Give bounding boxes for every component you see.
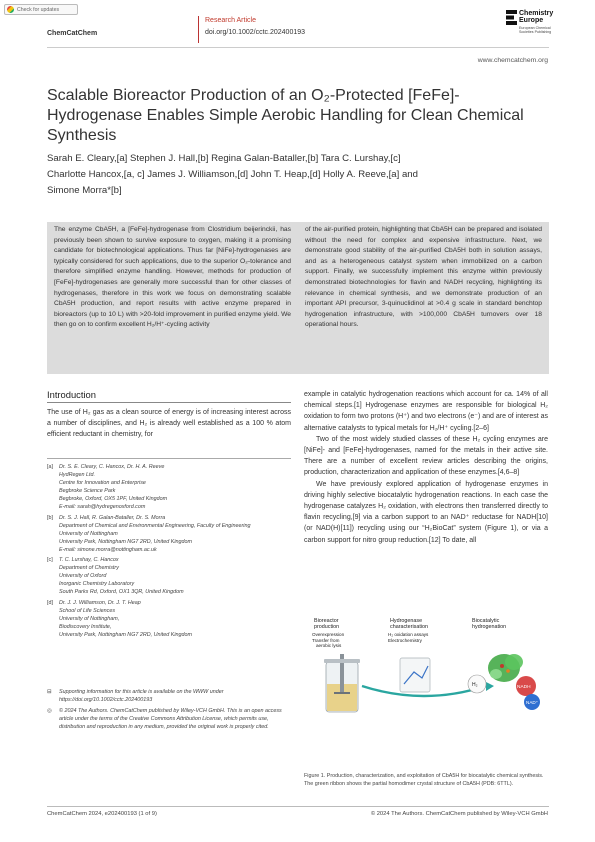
check-for-updates-badge[interactable] <box>4 4 78 15</box>
characterisation-illustration <box>400 658 430 692</box>
affiliation-line: South Parks Rd, Oxford, OX1 3QR, United Kingdom <box>59 589 184 596</box>
footer-rule <box>47 806 549 807</box>
affiliation-text <box>59 556 291 596</box>
affiliation-line: University of Nottingham <box>59 530 118 537</box>
abstract-column-1: The enzyme CbA5H, a [FeFe]-hydrogenase from Clostridium beijerinckii, has previously been shown to survive exposure to oxygen, making it a promising candidate for biotechnological applications. Thus far [NiFe]-hydrogenases are typically considered for such applications, due to the superior O₂-tolerance and therefore simplified enzyme handling. However, methods for production of [FeFe]-hydrogenases are generally more successful than for other classes of hydrogenases, therefore in this work we focus on demonstrating scalable CbA5H production, and report results with active enzyme prepared in bioreactors (up to 10 L) with >20-fold improvement in purified enzyme yield. We then go on to confirm excellent H₂/H⁺-cycling activity <box>54 226 291 329</box>
supporting-info-notice <box>47 688 291 704</box>
supporting-info-icon: ⊟ <box>47 689 52 695</box>
panel-1-title-2: production <box>314 624 340 630</box>
author-list <box>47 151 547 199</box>
footer-copyright: © 2024 The Authors. ChemCatChem published by Wiley-VCH GmbH <box>370 811 548 817</box>
affiliation-key: [b] <box>47 514 53 521</box>
affiliation-line: HydRegen Ltd. <box>59 472 95 479</box>
affiliation-line: University Park, Nottingham NG7 2RD, United Kingdom <box>59 631 193 638</box>
panel-2-title-1: Hydrogenase <box>390 618 423 624</box>
section-heading-introduction: Introduction <box>47 389 96 400</box>
notices-block <box>47 688 291 731</box>
affiliation-entry <box>47 556 291 596</box>
journal-name: ChemCatChem <box>47 30 98 37</box>
logo-subtext-1: European Chemical <box>519 26 551 30</box>
license-text: © 2024 The Authors. ChemCatChem published by Wiley-VCH GmbH. This is an open access article under the terms of the Creative Commons Attribution License, which permits use, distribution and reproduction in any medium, provided the original work is properly cited. <box>59 708 282 731</box>
affiliation-entry <box>47 599 291 639</box>
affiliation-key: [a] <box>47 464 53 470</box>
panel-3-title-2: hydrogenation <box>472 624 507 630</box>
logo-mark-icon <box>506 10 517 25</box>
license-notice <box>47 707 291 731</box>
h2-label: H₂ <box>472 682 478 688</box>
supporting-info-text[interactable]: Supporting information for this article is available on the WWW under https://doi.org/10.1002/cctc.202400193 <box>59 689 224 704</box>
introduction-paragraph: The use of H₂ gas as a clean source of energy is of increasing interest across a number of disciplines, and H₂ is already well established as a 100 % atom efficient reductant in chemistry, for <box>47 409 291 439</box>
article-type: Research Article <box>205 17 256 24</box>
affiliation-line: University of Oxford <box>59 573 107 580</box>
bioreactor-illustration <box>324 654 360 712</box>
affiliation-line: Biodiscovery Institute, <box>59 623 112 630</box>
affiliation-entry <box>47 463 291 512</box>
abstract-box <box>47 222 549 374</box>
affiliation-line: T. C. Lurshay, C. Hancox <box>59 557 119 564</box>
author-line-1: Sarah E. Cleary,[a] Stephen J. Hall,[b] Regina Galan-Bataller,[b] Tara C. Lurshay,[c] <box>47 153 401 164</box>
affiliation-line: Department of Chemistry <box>59 565 119 572</box>
panel-1-bullet-1: Overexpression <box>312 632 345 637</box>
affiliation-line: Centre for Innovation and Enterprise <box>59 480 146 487</box>
affiliation-line: E-mail: simone.morra@nottingham.ac.uk <box>59 546 157 553</box>
affiliation-line: Begbroke Science Park <box>59 488 116 495</box>
affiliation-line: Dr. J. J. Williamson, Dr. J. T. Heap <box>59 599 141 606</box>
chemistry-europe-logo <box>506 9 566 45</box>
paragraph-1: example in catalytic hydrogenation reactions which account for ca. 14% of all chemical steps.[1] Hydrogenase enzymes are responsible for biological H₂ oxidation to form two protons (H⁺) and two electrons (e⁻) and are of interest as alternative catalysts to typical metals for H₂/H⁺ cycling.[2–6] <box>304 391 548 432</box>
affiliation-text <box>59 514 291 554</box>
affiliation-line: Inorganic Chemistry Laboratory <box>59 581 135 588</box>
author-line-3: Simone Morra*[b] <box>47 185 122 196</box>
crossmark-icon <box>7 6 14 13</box>
affiliations-rule <box>47 458 291 459</box>
affiliation-line: University Park, Nottingham NG7 2RD, United Kingdom <box>59 538 193 545</box>
logo-subtext-2: Societies Publishing <box>519 30 552 34</box>
affiliation-entry <box>47 514 291 554</box>
affiliation-line: Dr. S. J. Hall, R. Galan-Bataller, Dr. S. Morra <box>59 514 166 521</box>
open-access-icon: ◎ <box>47 708 52 715</box>
affiliation-line: Dr. S. E. Cleary, C. Hancox, Dr. H. A. Reeve <box>59 464 165 470</box>
logo-text-europe: Europe <box>519 17 544 24</box>
abstract-column-2: of the air-purified protein, highlighting that CbA5H can be prepared and isolated without the need for complex and expensive infrastructure. Next, we demonstrate good stability of the air-purified CbA5H both in solution assays, and as a heterogeneous catalyst system when immobilized on a carbon support. Finally, we successfully implement this enzyme within previously demonstrated biotechnologies for flavin and NADH recycling, highlighting its relevance in chemical synthesis, and we demonstrate production of an important API precursor, 3-quinuclidinol at >0.4 g scale in standard benchtop hydrogenation infrastructure, with >100,000 CbA5H turnovers over 18 operational hours. <box>305 226 542 329</box>
affiliation-key: [c] <box>47 557 53 564</box>
updates-label: Check for updates <box>17 6 60 13</box>
panel-1-bullet-2b: aerobic lysis <box>316 643 342 648</box>
affiliation-line: Department of Chemical and Environmental Engineering, Faculty of Engineering <box>59 522 251 529</box>
panel-2-title-2: characterisation <box>390 624 429 630</box>
logo-text-chemistry: Chemistry <box>519 10 554 17</box>
affiliation-key: [d] <box>47 599 53 606</box>
journal-url[interactable]: www.chemcatchem.org <box>477 57 548 64</box>
affiliation-line: University of Nottingham, <box>59 615 120 622</box>
doi-link[interactable]: doi.org/10.1002/cctc.202400193 <box>205 29 306 36</box>
figure-1-graphic <box>304 614 548 724</box>
affiliation-line: School of Life Sciences <box>59 607 116 614</box>
figure-1-caption: Figure 1. Production, characterization, and exploitation of CbA5H for biocatalytic chemical synthesis. The green ribbon shows the partial homodimer crystal structure of CbA5H (PDB: 6TTL). <box>304 773 544 787</box>
panel-2-bullet-2: Electrochemistry <box>388 638 422 643</box>
paragraph-3: We have previously explored application of hydrogenase enzymes in driving highly selective biocatalytic hydrogenation reactions. In each case the hydrogenase catalyzes H₂ oxidation, with electrons then transferred directly to flavin recycling,[9] via a carbon support to an NAD⁺ reductase for NADH[10] (or NAD(H)[11]) recycling using our “H₂BioCat” system (Figure 1), or via a carbon support for nitro group reduction.[12] To date, all <box>304 480 548 544</box>
affiliation-text <box>59 463 291 512</box>
panel-3-title-1: Biocatalytic <box>472 618 500 624</box>
nad-label: NAD⁺ <box>526 700 539 705</box>
affiliation-line: E-mail: sarah@hydregenoxford.com <box>59 504 146 511</box>
header-rule <box>47 47 549 48</box>
affiliations-block <box>47 463 291 639</box>
panel-1-title-1: Bioreactor <box>314 618 339 624</box>
affiliation-line: Begbroke, Oxford, OX5 1PF, United Kingdom <box>59 496 168 503</box>
enzyme-structure-illustration <box>468 654 540 710</box>
paragraph-2: Two of the most widely studied classes of these H₂ cycling enzymes are [NiFe]- and [FeFe]-hydrogenases, named for the metals in their active site. There are a number of excellent review articles describing the origins, production, characterization and application of these enzymes.[4,6–8] <box>304 435 548 477</box>
article-title: Scalable Bioreactor Production of an O₂-Protected [FeFe]-Hydrogenase Enables Simple Aerobic Handling for Clean Chemical Synthesis <box>47 87 524 144</box>
footer-citation: ChemCatChem 2024, e202400193 (1 of 9) <box>47 811 157 817</box>
arrowhead-icon <box>486 682 494 691</box>
affiliation-text <box>59 599 291 639</box>
panel-2-bullet-1: H₂ oxidation assays <box>388 632 429 637</box>
heading-rule <box>47 402 291 403</box>
nadh-label: NADH <box>517 685 531 690</box>
figure-1 <box>304 614 548 754</box>
right-column-text <box>304 389 548 546</box>
header-separator <box>198 16 199 43</box>
panel-1-bullet-2: Transfer from <box>312 638 340 643</box>
author-line-2: Charlotte Hancox,[a, c] James J. Williamson,[d] John T. Heap,[d] Holly A. Reeve,[a] and <box>47 169 418 180</box>
